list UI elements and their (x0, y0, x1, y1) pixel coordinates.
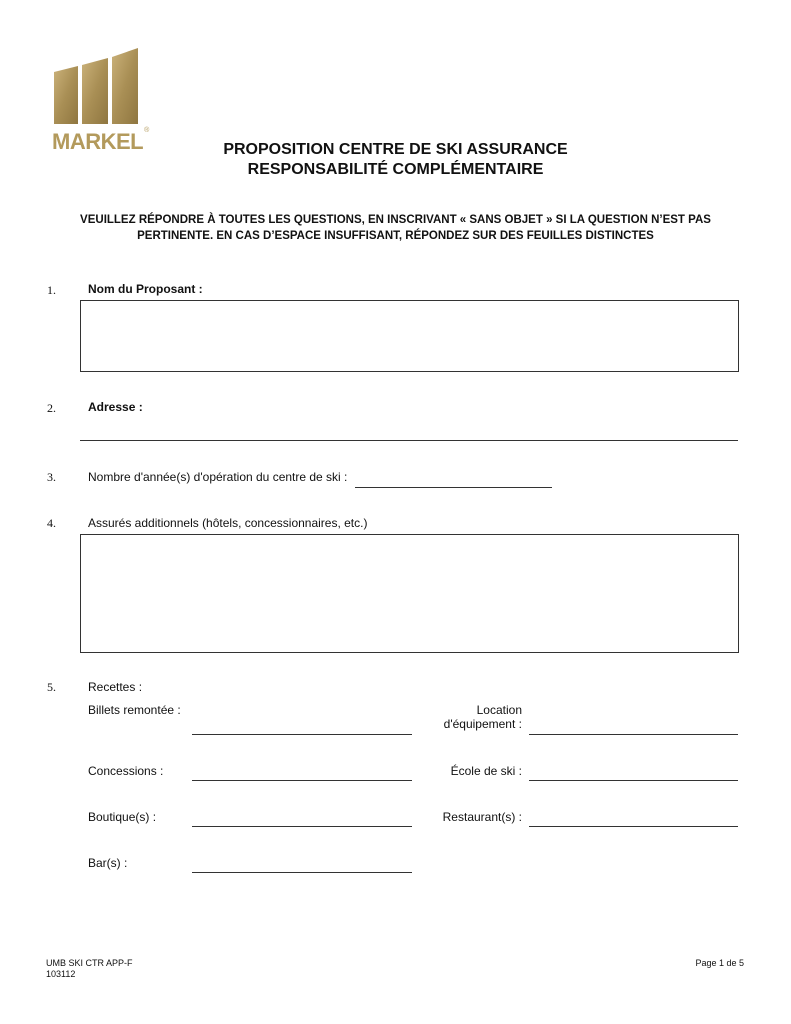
concessions-field[interactable] (192, 780, 412, 781)
instructions-line-2: PERTINENTE. EN CAS D’ESPACE INSUFFISANT, RÉPONDEZ SUR DES FEUILLES DISTINCTES (137, 230, 654, 242)
bar-label: Bar(s) : (88, 856, 128, 870)
form-title-line-2: RESPONSABILITÉ COMPLÉMENTAIRE (247, 161, 544, 178)
restaurant-field[interactable] (529, 826, 738, 827)
question-1-label: Nom du Proposant : (88, 282, 203, 296)
form-title-line-1: PROPOSITION CENTRE DE SKI ASSURANCE (223, 141, 568, 158)
form-number: 103112 (46, 969, 76, 979)
location-field[interactable] (529, 734, 738, 735)
billets-field[interactable] (192, 734, 412, 735)
question-2-label: Adresse : (88, 400, 143, 414)
additional-insureds-field[interactable] (80, 534, 739, 653)
question-4-number: 4. (47, 516, 56, 530)
page-number: Page 1 de 5 (695, 958, 744, 968)
question-4-label: Assurés additionnels (hôtels, concessionnaires, etc.) (88, 516, 368, 530)
bar-field[interactable] (192, 872, 412, 873)
question-3-label: Nombre d'année(s) d'opération du centre de ski : (88, 470, 348, 484)
billets-label: Billets remontée : (88, 703, 181, 717)
question-1-number: 1. (47, 283, 56, 297)
location-label-line-1: Location (476, 703, 522, 717)
concessions-label: Concessions : (88, 764, 164, 778)
years-operation-field[interactable] (355, 487, 552, 488)
instructions-line-1: VEUILLEZ RÉPONDRE À TOUTES LES QUESTIONS, EN INSCRIVANT « SANS OBJET » SI LA QUESTION N’EST PAS (80, 214, 711, 226)
question-5-label: Recettes : (88, 680, 143, 694)
restaurant-label: Restaurant(s) : (442, 810, 522, 824)
instructions (40, 212, 751, 244)
ecole-label: École de ski : (450, 764, 522, 778)
form-code: UMB SKI CTR APP-F (46, 958, 133, 968)
location-label-line-2: d'équipement : (443, 717, 522, 731)
markel-wordmark: MARKEL® (52, 127, 149, 154)
question-3-number: 3. (47, 470, 56, 484)
ecole-field[interactable] (529, 780, 738, 781)
question-5-number: 5. (47, 680, 56, 694)
boutique-field[interactable] (192, 826, 412, 827)
markel-logo-mark (52, 46, 144, 128)
question-2-number: 2. (47, 401, 56, 415)
address-field[interactable] (80, 440, 738, 441)
boutique-label: Boutique(s) : (88, 810, 157, 824)
proposant-name-field[interactable] (80, 300, 739, 372)
